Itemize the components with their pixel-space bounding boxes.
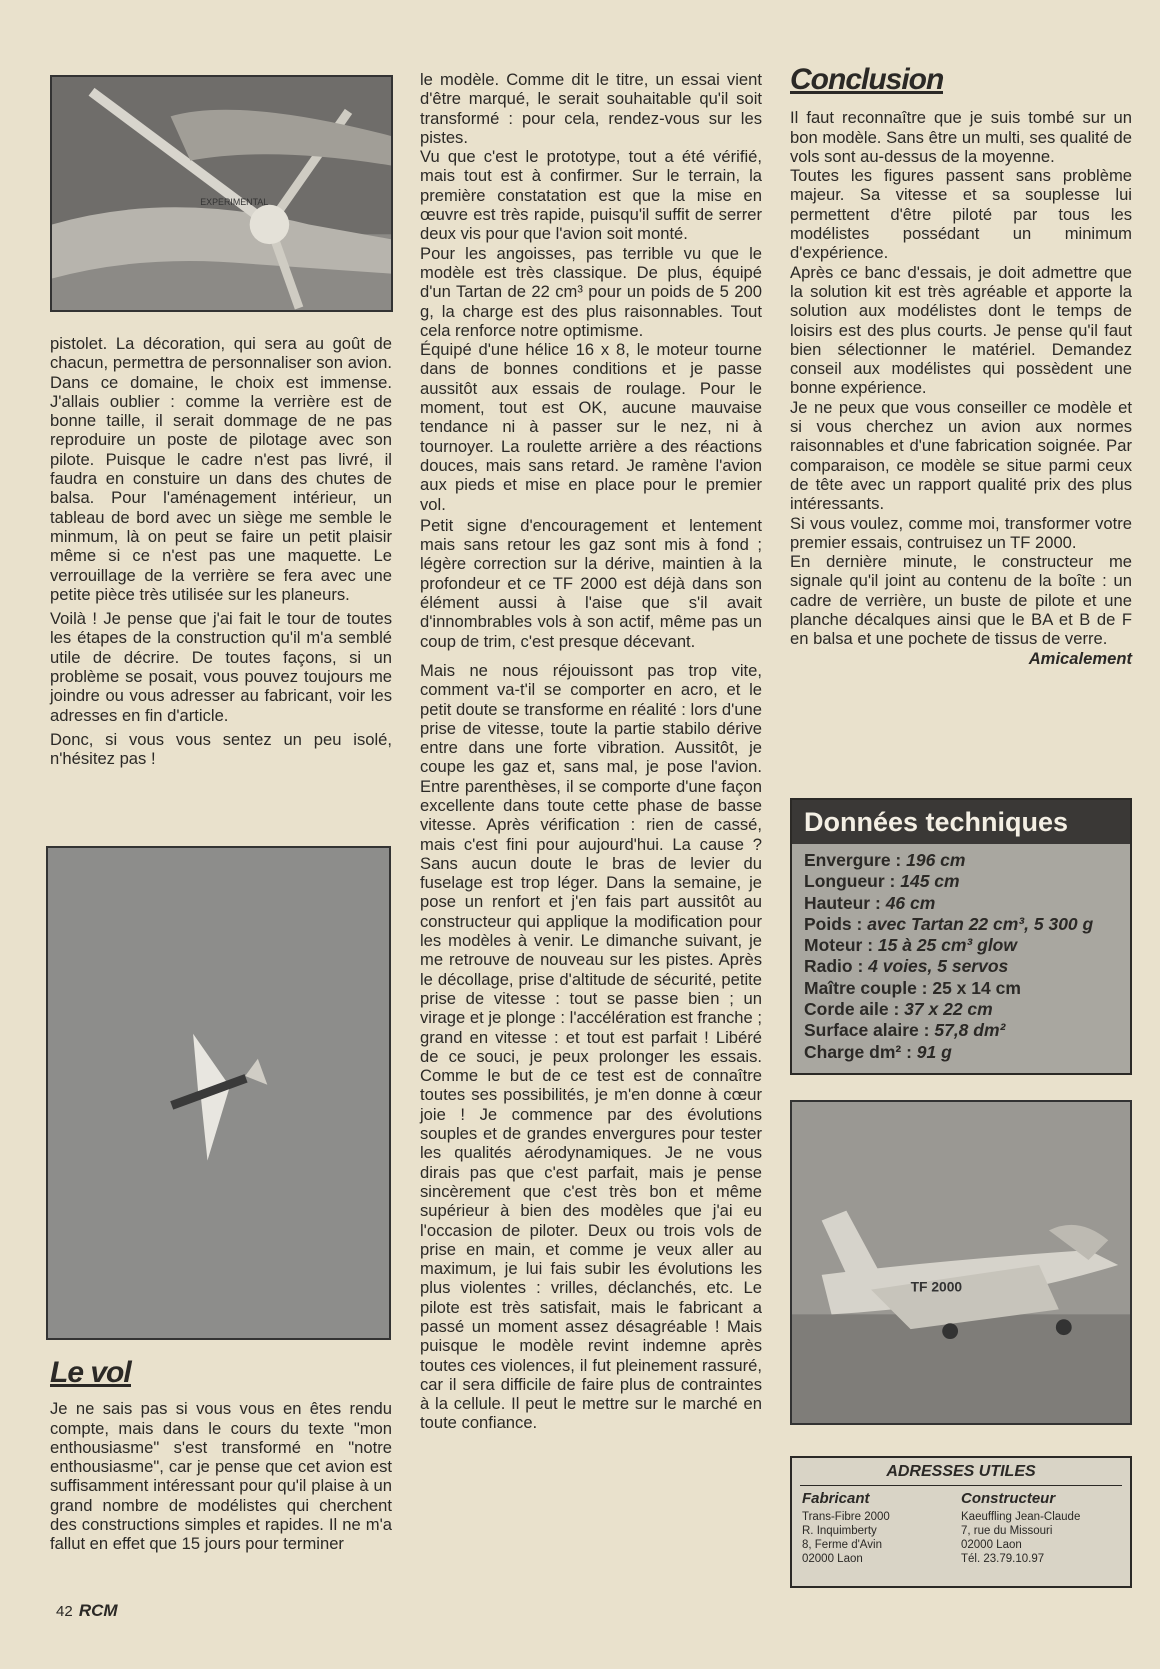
address-constructeur: [961, 1490, 1120, 1566]
paragraph: Après ce banc d'essais, je doit admettre que la solution kit est très agréable et apporte la solution aux modélistes dont le temps de loisirs est des plus courts. Je pense qu'il faut bien sélectionner le matériel. Demandez conseil aux modélistes qui possèdent une bonne expérience.: [790, 262, 1132, 398]
tech-row-moteur: Moteur : 15 à 25 cm³ glow: [804, 935, 1017, 956]
address-line: 7, rue du Missouri: [961, 1525, 1053, 1537]
address-line: R. Inquimberty: [802, 1525, 877, 1537]
page-footer: [56, 1601, 118, 1621]
paragraph: le modèle. Comme dit le titre, un essai vient d'être marqué, le serait souhaitable qu'il soit transformé : pour cela, rendez-vous sur les pistes.: [420, 70, 762, 147]
address-title: ADRESSES UTILES: [800, 1458, 1122, 1486]
photo-plane-in-flight: [46, 846, 391, 1340]
tech-row-surface-alaire: Surface alaire : 57,8 dm²: [804, 1020, 1006, 1041]
paragraph: pistolet. La décoration, qui sera au goût de chacun, permettra de personnaliser son avion. Dans ce domaine, le choix est immense. J'allais oublier : comme la verrière est de bonne taille, il serait dommage de ne pas reproduire un poste de pilotage avec son pilote. Puisque le cadre n'est pas livré, il faudra en constuire un dans des chutes de balsa. Pour l'aménagement intérieur, un tableau de bord avec un siège me semble le minmum, là on peut se faire un petit plaisir même si ce n'est pas une maquette. Le verrouillage de la verrière se fera avec une petite pièce très utilisée sur les planeurs.: [50, 334, 392, 604]
constructeur-heading: Constructeur: [961, 1490, 1056, 1507]
magazine-logo: RCM: [78, 1601, 118, 1620]
tech-data-title: Données techniques: [792, 800, 1130, 844]
tech-row-hauteur: Hauteur : 46 cm: [804, 892, 936, 913]
paragraph: Je ne sais pas si vous vous en êtes rendu compte, mais dans le cours du texte "mon enthousiasme" s'est transformé en "notre enthousiasme", car je pense que cet avion est suffisamment intéressant pour qu'il plaise à un grand nombre de modélistes qui cherchent des constructions simples et rapides. Il ne m'a fallut en effet que 15 jours pour terminer: [50, 1399, 392, 1554]
address-line: 8, Ferme d'Avin: [802, 1539, 882, 1551]
tech-row-poids: Poids : avec Tartan 22 cm³, 5 300 g: [804, 913, 1094, 934]
address-line: Tél. 23.79.10.97: [961, 1553, 1045, 1565]
paragraph: Il faut reconnaître que je suis tombé sur un bon modèle. Sans être un multi, ses qualité de vols sont au-dessus de la moyenne.: [790, 108, 1132, 166]
photo-text-experimental: EXPERIMENTAL: [200, 196, 269, 207]
tech-row-longueur: Longueur : 145 cm: [804, 871, 960, 892]
section-le-vol: [50, 1356, 392, 1559]
address-line: 02000 Laon: [802, 1553, 863, 1565]
photo-plane-on-ground: [790, 1100, 1132, 1425]
address-line: 02000 Laon: [961, 1539, 1022, 1551]
signature: Amicalement: [1028, 648, 1132, 668]
fabricant-heading: Fabricant: [802, 1490, 870, 1507]
column-1: [50, 334, 392, 774]
address-line: Trans-Fibre 2000: [802, 1511, 890, 1523]
paragraph: Petit signe d'encouragement et lentement mais sans retour les gaz sont mis à fond ; légère correction sur la dérive, maintien à la profondeur et ce TF 2000 est déjà dans son élément aussi à l'aise que s'il avait d'innombrables vols à son actif, même pas un coup de trim, c'est presque décevant.: [420, 515, 762, 651]
paragraph: En dernière minute, le constructeur me signale qu'il joint au contenu de la boîte : un cadre de verrière, un buste de pilote et une planche décalques ainsi que le BA et B de F en balsa et une pochete de tissus de verre.: [790, 552, 1132, 649]
paragraph: Toutes les figures passent sans problème majeur. Sa vitesse et sa souplesse lui permettent d'être piloté par tous les modélistes possédant un minimum d'expérience.: [790, 166, 1132, 263]
tech-data-list: [792, 844, 1130, 1069]
page-number: 42: [56, 1603, 73, 1620]
tech-row-maitre-couple: Maître couple : 25 x 14 cm: [804, 977, 1021, 998]
tech-data-box: [790, 798, 1132, 1075]
paragraph: Je ne peux que vous conseiller ce modèle et si vous cherchez un avion aux normes raisonnables et d'une fabrication soignée. Par comparaison, ce modèle se situe parmi ceux de tête avec un rapport qualité prix des plus intéressants.: [790, 397, 1132, 514]
address-fabricant: [802, 1490, 961, 1566]
paragraph: Vu que c'est le prototype, tout a été vérifié, mais tout est à confirmer. Sur le terrain, la première constatation est que la mise en œuvre est très rapide, puisqu'il suffit de serrer deux vis pour que l'avion soit monté.: [420, 147, 762, 244]
tech-row-corde-aile: Corde aile : 37 x 22 cm: [804, 999, 993, 1020]
paragraph: Pour les angoisses, pas terrible vu que le modèle est très classique. De plus, équipé d'un Tartan de 22 cm³ pour un poids de 5 200 g, la charge est des plus raisonnables. Tout cela renforce notre optimisme.: [420, 243, 762, 340]
paragraph: Voilà ! Je pense que j'ai fait le tour de toutes les étapes de la construction qu'il m'a semblé utile de décrire. De toutes façons, si un problème se posait, vous pouvez toujours me joindre ou vous adresser au fabricant, voir les adresses en fin d'article.: [50, 609, 392, 725]
tech-row-envergure: Envergure : 196 cm: [804, 850, 966, 870]
column-2: [420, 70, 762, 1438]
paragraph: Donc, si vous vous sentez un peu isolé, n'hésitez pas !: [50, 729, 392, 769]
tech-row-radio: Radio : 4 voies, 5 servos: [804, 956, 1009, 977]
heading-le-vol: Le vol: [50, 1356, 131, 1389]
address-line: Kaeuffling Jean-Claude: [961, 1511, 1081, 1523]
paragraph: Mais ne nous réjouissont pas trop vite, comment va-t'il se comporter en acro, et le petit doute se transforme en réalité : lors d'une prise de vitesse, toute la partie stabilo dérive entre dans une forte vibration. Aussitôt, je coupe les gaz et, sans mal, je pose l'avion. Entre parenthèses, il se comporte d'une façon excellente dans toute cette phase de basse vitesse. Après vérification : rien de cassé, mais c'est fini pour aujourd'hui. La cause ? Sans aucun doute le bras de levier du fuselage est trop léger. Dans la semaine, je pose un renfort et j'en fais part aussitôt au constructeur qui applique la modification pour les modèles à venir. Le dimanche suivant, je me retrouve de nouveau sur les pistes. Après le décollage, prise d'altitude de sécurité, petite prise de vitesse : tout se passe bien ; un virage et je plonge : l'accélération est franche ; grand en vitesse : et tout est parfait ! Libéré de ce souci, je peux prolonger les essais. Comme le but de ce test est de connaître toutes ses possibilités, je m'en donne à cœur joie ! Je commence par des évolutions souples et de grandes envergures pour tester les qualités aérodynamiques. Je ne vous dirais pas que c'est parfait, mais je pense sincèrement que c'est très bon et même supérieur à bien des modèles que j'ai eu l'occasion de piloter. Deux ou trois vols de prise en main, et comme je veux aller au maximum, je lui fais subir les évolutions les plus violentes : vrilles, déclanchés, etc. Le pilote est très satisfait, mais le fabricant a passé un moment assez désagréable ! Mais puisque le modèle revint indemne après toutes ces violences, il fut pleinement rassuré, car il sera difficile de faire plus de contraintes à la cellule. Il peut le mettre sur le marché en toute confiance.: [420, 660, 762, 1433]
address-box: [790, 1456, 1132, 1588]
column-3: [790, 63, 1132, 668]
heading-conclusion: Conclusion: [790, 63, 944, 96]
paragraph: Si vous voulez, comme moi, transformer votre premier essais, contruisez un TF 2000.: [790, 513, 1132, 552]
photo-text-tf2000: TF 2000: [910, 1278, 963, 1295]
tech-row-charge: Charge dm² : 91 g: [804, 1041, 952, 1062]
paragraph: Équipé d'une hélice 16 x 8, le moteur tourne dans de bonnes conditions et je passe aussitôt aux essais de roulage. Pour le moment, tout est OK, aucune mauvaise tendance ni à passer sur le nez, ni à tournoyer. La roulette arrière a des réactions douces, mais sans retard. Je ramène l'avion aux pieds et mise en place pour le premier vol.: [420, 340, 762, 514]
photo-propeller-closeup: [50, 75, 393, 312]
